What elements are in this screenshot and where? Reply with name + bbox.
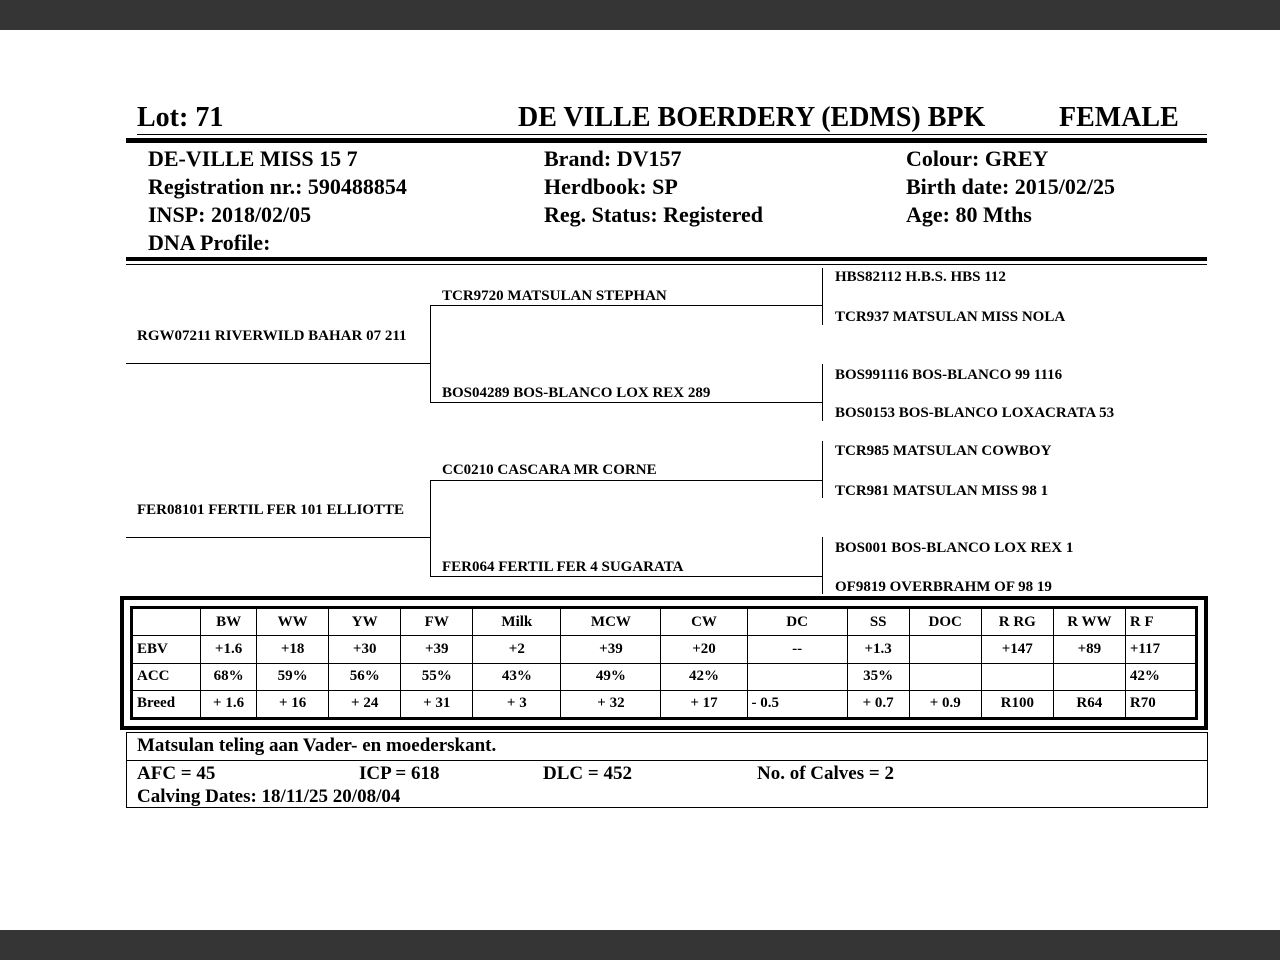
table-cell: 49% (561, 663, 661, 690)
table-cell: R64 (1053, 690, 1125, 717)
ebv-header-row (133, 609, 1196, 636)
sire-line (126, 363, 430, 364)
header-cell: Milk (473, 609, 561, 636)
table-cell: 55% (401, 663, 473, 690)
comments-divider (127, 760, 1207, 761)
dam-dam: FER064 FERTIL FER 4 SUGARATA (442, 559, 684, 575)
table-cell: - 0.5 (747, 690, 847, 717)
header-thick-rule (126, 138, 1207, 143)
table-cell: +117 (1125, 636, 1195, 663)
header-cell: R WW (1053, 609, 1125, 636)
header-cell: SS (847, 609, 909, 636)
colour: Colour: GREY (906, 146, 1049, 171)
birth-date: Birth date: 2015/02/25 (906, 174, 1115, 199)
ggp-5: TCR985 MATSULAN COWBOY (835, 443, 1052, 459)
table-cell: +1.6 (201, 636, 257, 663)
table-cell: 35% (847, 663, 909, 690)
icp-value: ICP = 618 (359, 763, 440, 784)
table-cell: 43% (473, 663, 561, 690)
table-cell: + 17 (661, 690, 747, 717)
table-cell: + 1.6 (201, 690, 257, 717)
calving-dates: Calving Dates: 18/11/25 20/08/04 (137, 786, 401, 807)
table-cell: +39 (561, 636, 661, 663)
comments-box (126, 732, 1208, 808)
top-bar (0, 0, 1280, 30)
ebv-table-frame (120, 596, 1208, 730)
table-cell (909, 636, 981, 663)
table-cell: 68% (201, 663, 257, 690)
table-cell: + 3 (473, 690, 561, 717)
table-cell: 42% (661, 663, 747, 690)
ggp-bracket-4 (822, 537, 823, 594)
animal-info-left (148, 145, 407, 257)
ggp-7: BOS001 BOS-BLANCO LOX REX 1 (835, 540, 1074, 556)
dam-sire-line (430, 480, 822, 481)
header-cell: R RG (981, 609, 1053, 636)
header-cell: R F (1125, 609, 1195, 636)
animal-info-right (906, 145, 1115, 229)
breeder-name: DE VILLE BOERDERY (EDMS) BPK (518, 102, 986, 133)
dna-profile: DNA Profile: (148, 230, 271, 255)
ggp-6: TCR981 MATSULAN MISS 98 1 (835, 483, 1049, 499)
dam-line (126, 537, 430, 538)
brand: Brand: DV157 (544, 146, 682, 171)
inspection-date: INSP: 2018/02/05 (148, 202, 312, 227)
ggp-2: TCR937 MATSULAN MISS NOLA (835, 309, 1066, 325)
info-thick-rule (126, 257, 1207, 261)
bottom-bar (0, 930, 1280, 960)
header-cell: DOC (909, 609, 981, 636)
table-cell: 42% (1125, 663, 1195, 690)
registration-number: Registration nr.: 590488854 (148, 174, 407, 199)
table-cell: +1.3 (847, 636, 909, 663)
header-cell: FW (401, 609, 473, 636)
sire-bracket (430, 305, 431, 402)
table-cell: +147 (981, 636, 1053, 663)
info-thin-rule (126, 264, 1207, 265)
table-cell: 56% (329, 663, 401, 690)
table-cell: + 24 (329, 690, 401, 717)
header-cell: MCW (561, 609, 661, 636)
ggp-8: OF9819 OVERBRAHM OF 98 19 (835, 579, 1052, 595)
ebv-table (132, 608, 1196, 718)
table-cell: + 16 (257, 690, 329, 717)
sex-label: FEMALE (1059, 102, 1179, 133)
ebv-row (133, 636, 1196, 663)
table-cell (909, 663, 981, 690)
sire-sire: TCR9720 MATSULAN STEPHAN (442, 288, 667, 304)
ggp-bracket-1 (822, 268, 823, 325)
animal-info-middle (544, 145, 763, 229)
breed-row (133, 690, 1196, 717)
header-cell: CW (661, 609, 747, 636)
header-cell: YW (329, 609, 401, 636)
calves-count: No. of Calves = 2 (757, 763, 894, 784)
row-label: Breed (133, 690, 201, 717)
animal-name: DE-VILLE MISS 15 7 (148, 146, 358, 171)
registration-status: Reg. Status: Registered (544, 202, 763, 227)
table-cell (1053, 663, 1125, 690)
ggp-bracket-3 (822, 441, 823, 498)
table-cell: 59% (257, 663, 329, 690)
header-cell: WW (257, 609, 329, 636)
table-cell: + 0.7 (847, 690, 909, 717)
dam-bracket (430, 480, 431, 577)
table-cell: +39 (401, 636, 473, 663)
dam: FER08101 FERTIL FER 101 ELLIOTTE (137, 502, 405, 518)
afc-value: AFC = 45 (137, 763, 216, 784)
dlc-value: DLC = 452 (543, 763, 632, 784)
herdbook: Herdbook: SP (544, 174, 678, 199)
header-cell (133, 609, 201, 636)
table-cell: +20 (661, 636, 747, 663)
table-cell: +2 (473, 636, 561, 663)
table-cell: +30 (329, 636, 401, 663)
acc-row (133, 663, 1196, 690)
table-cell: + 0.9 (909, 690, 981, 717)
age: Age: 80 Mths (906, 202, 1032, 227)
table-cell: -- (747, 636, 847, 663)
ggp-1: HBS82112 H.B.S. HBS 112 (835, 269, 1006, 285)
table-cell (981, 663, 1053, 690)
lot-number: Lot: 71 (137, 102, 224, 133)
header-cell: BW (201, 609, 257, 636)
table-cell (747, 663, 847, 690)
table-cell: R70 (1125, 690, 1195, 717)
sire: RGW07211 RIVERWILD BAHAR 07 211 (137, 328, 407, 344)
ebv-table-inner (130, 606, 1198, 720)
sire-dam: BOS04289 BOS-BLANCO LOX REX 289 (442, 385, 711, 401)
table-cell: +89 (1053, 636, 1125, 663)
dam-dam-line (430, 576, 822, 577)
sire-dam-line (430, 402, 822, 403)
ggp-bracket-2 (822, 364, 823, 421)
table-cell: R100 (981, 690, 1053, 717)
dam-sire: CC0210 CASCARA MR CORNE (442, 462, 657, 478)
sire-sire-line (430, 305, 822, 306)
row-label: ACC (133, 663, 201, 690)
header-underline (137, 134, 1207, 135)
ggp-4: BOS0153 BOS-BLANCO LOXACRATA 53 (835, 405, 1115, 421)
table-cell: +18 (257, 636, 329, 663)
row-label: EBV (133, 636, 201, 663)
ggp-3: BOS991116 BOS-BLANCO 99 1116 (835, 367, 1063, 383)
header-cell: DC (747, 609, 847, 636)
comment-note: Matsulan teling aan Vader- en moederskant. (137, 735, 497, 756)
table-cell: + 32 (561, 690, 661, 717)
table-cell: + 31 (401, 690, 473, 717)
